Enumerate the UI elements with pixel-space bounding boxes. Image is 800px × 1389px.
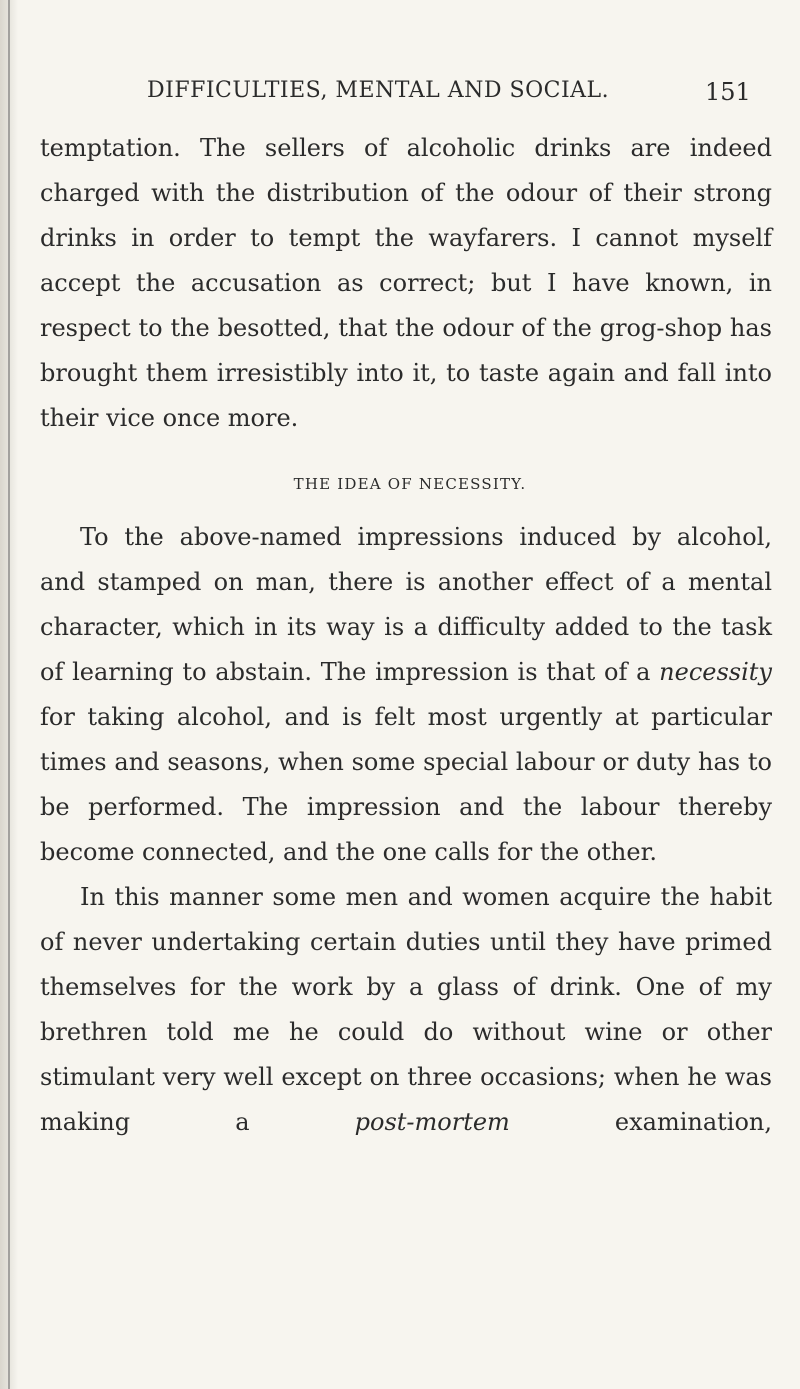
paragraph-necessity [40,515,772,875]
paragraph-habit-text-start: In this manner some men and women acquire the habit of never undertaking certain duties until they have primed themselves for the work by a glass of drink. One of my brethren told me he could do without wine or other stimulant very well except on three occasions; when he was making a [40,883,772,1136]
paragraph-habit [40,875,772,1145]
emphasis-post-mortem: post-mortem [354,1108,510,1136]
paragraph-necessity-text-end: for taking alcohol, and is felt most urgently at particular times and seasons, when some special labour or duty has to be performed. The impression and the labour thereby become connected, and the one calls for the other. [40,703,772,866]
running-title: DIFFICULTIES, MENTAL AND SOCIAL. [147,78,610,103]
book-page [40,70,772,1145]
page-number: 151 [705,78,751,106]
binding-edge [8,0,10,1389]
page-header [40,70,772,126]
emphasis-necessity: necessity [659,658,772,686]
paragraph-necessity-text-start: To the above-named impressions induced by alcohol, and stamped on man, there is another effect of a mental character, which in its way is a difficulty added to the task of learning to abstain. The impression is that of a [40,523,772,686]
section-heading: THE IDEA OF NECESSITY. [293,475,527,493]
paragraph-temptation: temptation. The sellers of alcoholic drinks are indeed charged with the distribution of the odour of their strong drinks in order to tempt the wayfarers. I cannot myself accept the accusation as correct; but I have known, in respect to the besotted, that the odour of the grog-shop has brought them irresistibly into it, to taste again and fall into their vice once more. [40,134,772,432]
paragraph-habit-text-end: examination, [509,1108,773,1136]
